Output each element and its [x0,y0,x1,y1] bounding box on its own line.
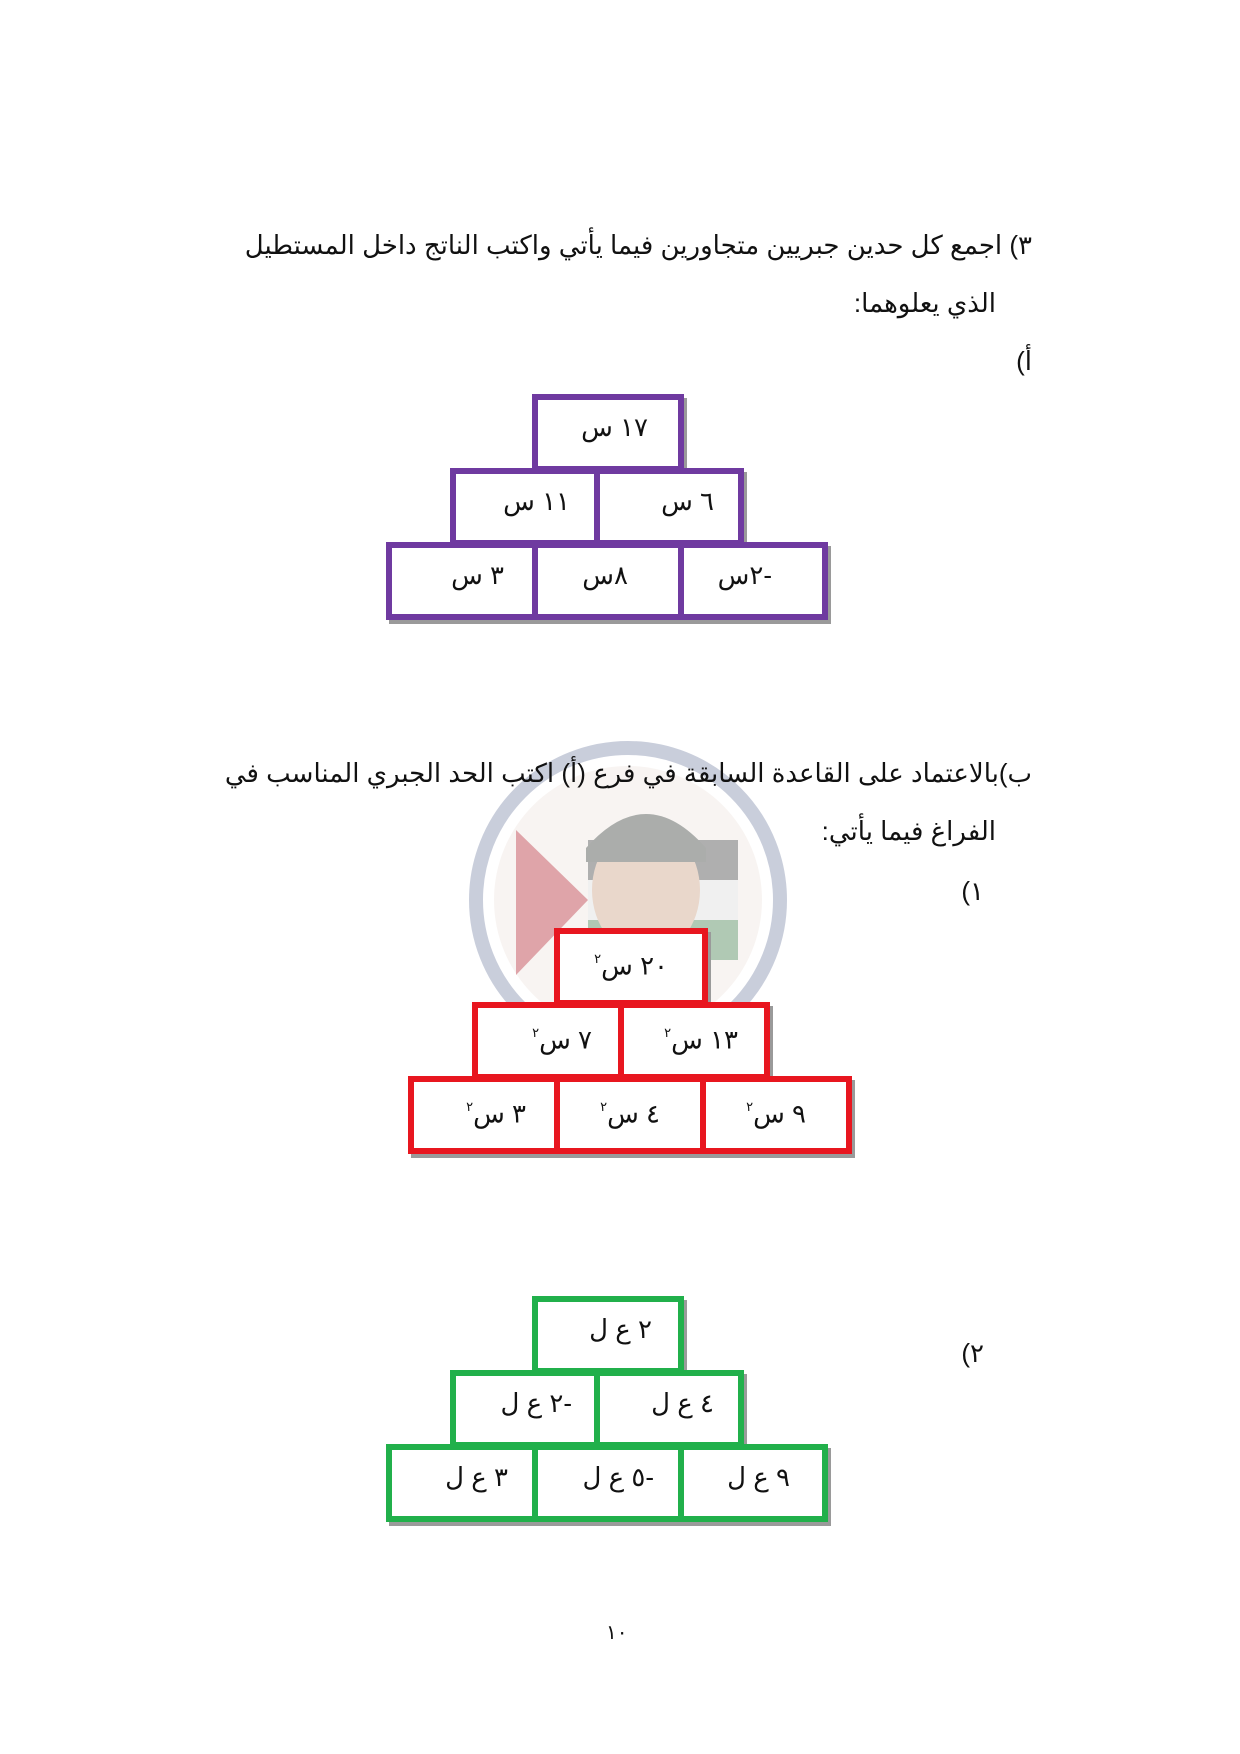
pyramid-b1-bottom-middle [554,1076,706,1154]
item-1-label: ١) [961,876,984,906]
pyramid-b1-bottom-right [700,1076,852,1154]
item-2-label: ٢) [961,1338,984,1368]
pyramid-a-middle-right [594,468,744,546]
pyramid-a-top-term: ١٧ س [581,412,648,442]
pyramid-a-bottom-middle [532,542,684,620]
pyramid-b2-top-term: ٢ ع ل [589,1314,652,1344]
pyramid-b2-top [532,1296,684,1374]
pyramid-a-bottom-middle-term: ٨س [582,560,628,590]
question-line-2: الذي يعلوهما: [853,288,996,318]
pyramid-b1-top [554,928,708,1006]
pyramid-b1-top-term: ٢٠ س$^٢$ [594,950,668,981]
pyramid-a-middle-right-term: ٦ س [661,486,714,516]
pyramid-b2-bottom-middle [532,1444,684,1522]
pyramid-a-bottom-right-term: -٢س [717,560,772,590]
pyramid-b2-middle-right [594,1370,744,1448]
exponent: ٢ [594,951,602,966]
part-b-line-2: الفراغ فيما يأتي: [821,816,996,846]
part-b-line-1: ب)بالاعتماد على القاعدة السابقة في فرع (أ) اكتب الحد الجبري المناسب في [224,758,1032,788]
exponent: ٢ [664,1025,672,1040]
exponent: ٢ [466,1099,474,1114]
pyramid-a-bottom-right [678,542,828,620]
exponent: ٢ [532,1025,540,1040]
pyramid-b2-bottom-left [386,1444,538,1522]
part-a-label: أ) [1016,346,1032,376]
pyramid-b2-middle-left [450,1370,600,1448]
pyramid-b2-bottom-left-term: ٣ ع ل [445,1462,508,1492]
page-number: ١٠ [606,1622,628,1644]
pyramid-b1-middle-right [618,1002,770,1080]
pyramid-b1-middle-left-term: ٧ س$^٢$ [532,1024,592,1055]
pyramid-b2-bottom-right [678,1444,828,1522]
pyramid-b1-bottom-left-term: ٣ س$^٢$ [466,1098,526,1129]
pyramid-b2-middle-right-term: ٤ ع ل [651,1388,714,1418]
pyramid-b2-middle-left-term: -٢ ع ل [500,1388,572,1418]
exponent: ٢ [746,1099,754,1114]
question-line-1: ٣) اجمع كل حدين جبريين متجاورين فيما يأتي واكتب الناتج داخل المستطيل [244,230,1032,260]
pyramid-b1-bottom-left [408,1076,560,1154]
exponent: ٢ [600,1099,608,1114]
pyramid-a-middle-left-term: ١١ س [503,486,570,516]
pyramid-a-top [532,394,684,472]
pyramid-a-bottom-left [386,542,538,620]
pyramid-a-middle-left [450,468,600,546]
pyramid-b1-bottom-right-term: ٩ س$^٢$ [746,1098,806,1129]
pyramid-b2-bottom-middle-term: -٥ ع ل [582,1462,654,1492]
pyramid-a-bottom-left-term: ٣ س [451,560,504,590]
pyramid-b1-middle-left [472,1002,624,1080]
pyramid-b1-bottom-middle-term: ٤ س$^٢$ [600,1098,660,1129]
pyramid-b1-middle-right-term: ١٣ س$^٢$ [664,1024,738,1055]
pyramid-b2-bottom-right-term: ٩ ع ل [727,1462,790,1492]
